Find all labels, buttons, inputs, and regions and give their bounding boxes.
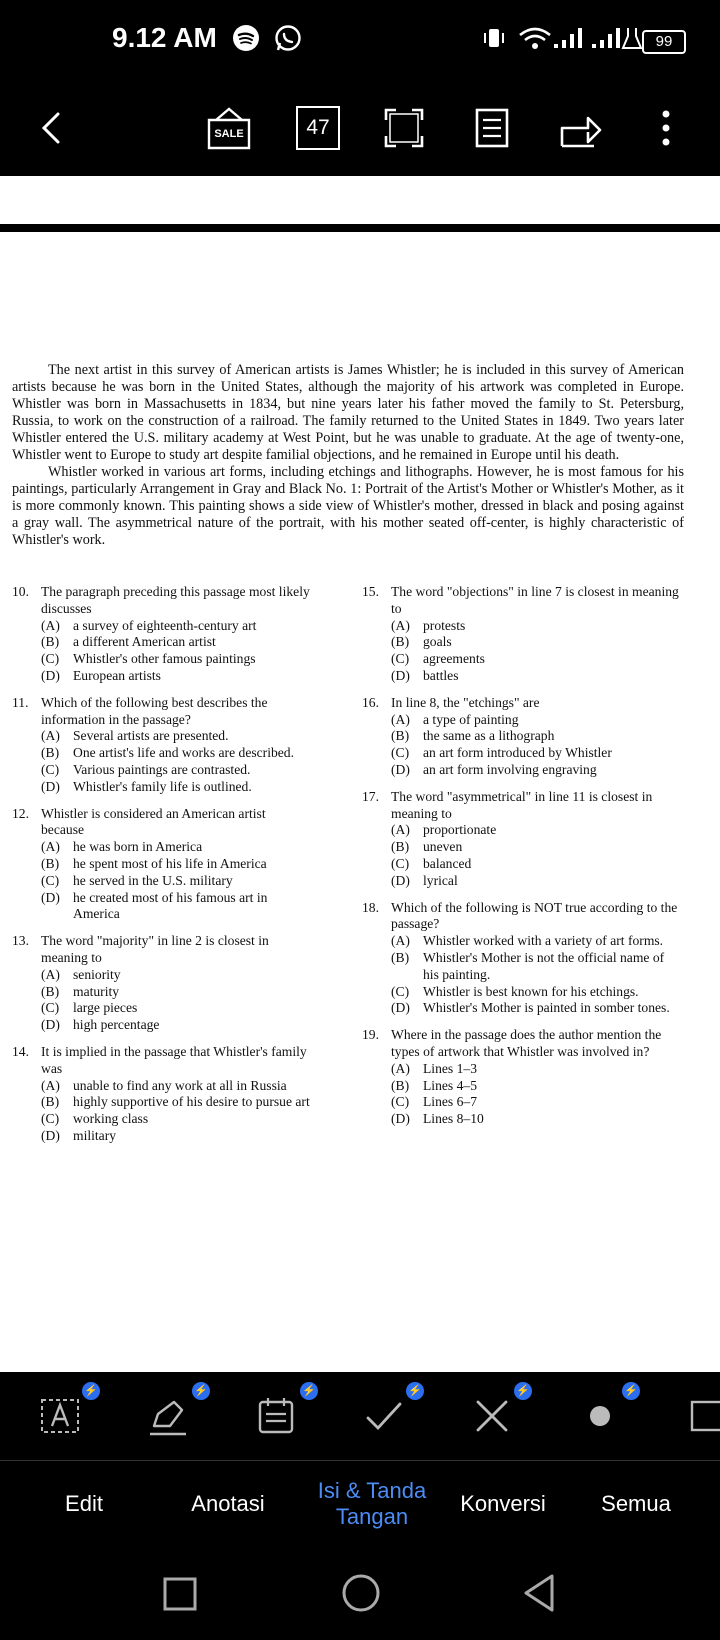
option-letter: (D) (391, 667, 410, 683)
question-item (362, 789, 680, 890)
answer-option (12, 1017, 312, 1034)
option-letter: (A) (41, 617, 60, 633)
option-letter: (C) (391, 651, 410, 667)
back-arrow-icon[interactable] (30, 106, 74, 150)
option-text: unable to find any work at all in Russia (73, 1077, 287, 1093)
cross-tool-button[interactable] (470, 1394, 514, 1438)
option-letter: (D) (391, 1111, 410, 1127)
question-number: 18. (362, 899, 379, 915)
option-letter: (D) (41, 667, 60, 683)
option-letter: (A) (41, 839, 60, 855)
answer-option (362, 712, 680, 729)
option-text: balanced (423, 855, 472, 871)
option-letter: (B) (391, 949, 410, 965)
checkmark-tool-icon (362, 1394, 406, 1438)
answer-option (362, 1000, 680, 1017)
answer-option (12, 890, 312, 924)
question-text: The word "majority" in line 2 is closest in meaning to (41, 933, 269, 965)
questions-right-column (362, 584, 680, 1138)
answer-option (12, 634, 312, 651)
question-item (12, 1044, 312, 1145)
signal-strength-icon-1 (552, 24, 588, 52)
sale-label: SALE (214, 128, 244, 140)
clock: 9.12 AM (112, 22, 217, 53)
option-text: an art form involving engraving (423, 761, 597, 777)
question-number: 10. (12, 584, 29, 599)
spotify-icon (232, 24, 260, 52)
option-text: he served in the U.S. military (73, 872, 233, 888)
answer-option (12, 651, 312, 668)
question-text: The word "asymmetrical" in line 11 is closest in meaning to (391, 788, 653, 821)
question-number: 13. (12, 933, 29, 949)
option-text: he created most of his famous art in America (73, 889, 268, 922)
option-letter: (A) (41, 966, 60, 982)
question-stem (362, 584, 680, 618)
tab-edit[interactable]: Edit (65, 1490, 103, 1516)
recent-apps-icon[interactable] (160, 1574, 200, 1614)
sale-tag-button[interactable] (206, 106, 252, 150)
text-box-tool-button[interactable] (38, 1394, 82, 1438)
answer-option (12, 779, 312, 796)
answer-option (362, 873, 680, 890)
question-item (362, 900, 680, 1018)
option-text: Several artists are presented. (73, 728, 229, 744)
option-text: uneven (423, 839, 463, 855)
option-text: an art form introduced by Whistler (423, 745, 612, 761)
answer-option (12, 1111, 312, 1128)
option-text: Whistler's other famous paintings (73, 651, 256, 667)
premium-badge-icon: ⚡ (406, 1382, 424, 1400)
whatsapp-icon (274, 24, 302, 52)
checkmark-tool-button[interactable] (362, 1394, 406, 1438)
question-number: 12. (12, 805, 29, 821)
question-text: It is implied in the passage that Whistler's family was (41, 1043, 307, 1076)
answer-option (12, 1128, 312, 1145)
answer-option (12, 839, 312, 856)
answer-option (12, 984, 312, 1001)
answer-option (12, 1078, 312, 1095)
option-letter: (B) (391, 728, 410, 744)
passage-paragraph: Whistler worked in various art forms, including etchings and lithographs. However, he is most famous for his paintings, particularly Arrangement in Gray and Black No. 1: Portrait of the Artist's Mother or Whistler's Mother, as it is more commonly known. This painting shows a side view of Whistler's mother, dressed in black and posing against a gray wall. The asymmetrical nature of the portrait, with his mother seated off-center, is highly characteristic of Whistler's work. (12, 464, 684, 548)
tab-semua[interactable]: Semua (601, 1490, 671, 1516)
option-letter: (C) (391, 855, 410, 871)
option-text: seniority (73, 966, 121, 982)
answer-option (362, 1111, 680, 1128)
option-text: Whistler's Mother is not the official name of his painting. (423, 949, 665, 982)
option-letter: (D) (41, 889, 60, 905)
answer-option (12, 745, 312, 762)
question-text: Where in the passage does the author mention the types of artwork that Whistler was involved in? (391, 1027, 662, 1059)
answer-option (362, 1078, 680, 1095)
back-triangle-icon[interactable] (520, 1572, 560, 1614)
battery-indicator: 99 (642, 30, 686, 54)
option-letter: (C) (391, 745, 410, 761)
option-text: large pieces (73, 1000, 138, 1016)
option-letter: (A) (391, 711, 410, 727)
lab-flask-icon (620, 24, 644, 52)
option-letter: (C) (391, 983, 410, 999)
answer-option (12, 967, 312, 984)
answer-option (12, 728, 312, 745)
question-stem (362, 789, 680, 823)
questions-left-column (12, 584, 312, 1155)
option-letter: (B) (41, 855, 60, 871)
tab-isi-tanda-tangan[interactable]: Isi & Tanda Tangan (317, 1477, 427, 1529)
cross-tool-icon (470, 1394, 514, 1438)
option-text: Whistler's family life is outlined. (73, 778, 252, 794)
option-letter: (B) (391, 839, 410, 855)
option-text: Whistler worked with a variety of art forms. (423, 933, 664, 949)
option-text: high percentage (73, 1017, 160, 1033)
question-item (12, 584, 312, 685)
answer-option (362, 933, 680, 950)
premium-badge-icon: ⚡ (622, 1382, 640, 1400)
option-text: highly supportive of his desire to pursue art (73, 1094, 310, 1110)
question-number: 17. (362, 788, 379, 804)
option-letter: (A) (41, 728, 60, 744)
question-stem (12, 1044, 312, 1078)
option-text: agreements (423, 651, 485, 667)
question-number: 15. (362, 584, 379, 599)
option-letter: (C) (41, 651, 60, 667)
answer-option (362, 668, 680, 685)
page-separator (0, 224, 720, 232)
question-text: In line 8, the "etchings" are (391, 694, 540, 710)
option-letter: (C) (41, 1000, 60, 1016)
signature-pen-tool-icon (146, 1394, 190, 1438)
option-text: protests (423, 617, 466, 633)
option-letter: (C) (41, 872, 60, 888)
top-toolbar (0, 80, 720, 176)
option-letter: (D) (391, 761, 410, 777)
page-view-icon[interactable] (470, 106, 514, 150)
option-text: a type of painting (423, 711, 519, 727)
option-text: European artists (73, 667, 161, 683)
option-text: Lines 1–3 (423, 1060, 477, 1076)
dot-tool-icon (578, 1394, 622, 1438)
answer-option (12, 1000, 312, 1017)
question-stem (362, 695, 680, 712)
option-letter: (B) (41, 745, 60, 761)
question-item (12, 933, 312, 1034)
text-box-tool-icon (38, 1394, 82, 1438)
option-letter: (C) (391, 1094, 410, 1110)
option-text: the same as a lithograph (423, 728, 555, 744)
question-number: 19. (362, 1027, 379, 1043)
date-tool-icon (254, 1394, 298, 1438)
tab-anotasi[interactable]: Anotasi (191, 1490, 265, 1516)
question-text: The paragraph preceding this passage most likely discusses (41, 584, 310, 616)
option-text: lyrical (423, 872, 458, 888)
option-letter: (B) (41, 983, 60, 999)
question-text: Which of the following is NOT true according to the passage? (391, 899, 678, 932)
option-letter: (A) (391, 933, 410, 949)
option-letter: (D) (391, 1000, 410, 1016)
option-text: he spent most of his life in America (73, 855, 267, 871)
share-icon[interactable] (558, 106, 602, 150)
fit-screen-icon[interactable] (382, 106, 426, 150)
option-letter: (C) (41, 761, 60, 777)
rectangle-tool-icon (688, 1394, 720, 1438)
option-text: working class (73, 1111, 149, 1127)
answer-option (12, 618, 312, 635)
answer-option (362, 651, 680, 668)
premium-badge-icon: ⚡ (192, 1382, 210, 1400)
answer-option (12, 856, 312, 873)
option-text: Lines 6–7 (423, 1094, 477, 1110)
option-text: maturity (73, 983, 120, 999)
option-text: battles (423, 667, 459, 683)
wifi-icon (518, 24, 552, 52)
answer-option (362, 728, 680, 745)
question-text: Whistler is considered an American artist because (41, 805, 266, 838)
option-text: Lines 8–10 (423, 1111, 484, 1127)
question-item (362, 695, 680, 779)
answer-option (362, 856, 680, 873)
option-letter: (B) (391, 1077, 410, 1093)
option-letter: (A) (41, 1077, 60, 1093)
answer-option (362, 1094, 680, 1111)
date-tool-button[interactable] (254, 1394, 298, 1438)
bottom-tab-bar (0, 1461, 720, 1546)
answer-option (362, 634, 680, 651)
answer-option (362, 984, 680, 1001)
option-text: proportionate (423, 822, 497, 838)
question-stem (362, 1027, 680, 1061)
premium-badge-icon: ⚡ (82, 1382, 100, 1400)
answer-option (362, 745, 680, 762)
document-page[interactable] (0, 176, 720, 1372)
option-letter: (B) (391, 634, 410, 650)
question-stem (362, 900, 680, 934)
answer-option (362, 618, 680, 635)
question-stem (12, 806, 312, 840)
question-item (12, 806, 312, 924)
system-navigation-bar (0, 1546, 720, 1640)
rectangle-tool-button[interactable] (688, 1394, 720, 1438)
vibrate-icon (480, 24, 508, 52)
option-letter: (D) (41, 1017, 60, 1033)
question-number: 11. (12, 694, 29, 710)
passage-paragraph: The next artist in this survey of American artists is James Whistler; he is included in this survey of American artists because he was born in the United States, although the majority of his artwork was completed in Europe. Whistler was born in Massachusetts in 1834, but nine years later his father moved the family to St. Petersburg, Russia, to work on the construction of a railroad. The family returned to the United States in 1849. Two years later Whistler entered the U.S. military academy at West Point, but he was unable to graduate. At the age of twenty-one, Whistler went to Europe to study art despite familial objections, and he remained in Europe until his death. (12, 362, 684, 463)
option-letter: (B) (41, 634, 60, 650)
question-text: The word "objections" in line 7 is closest in meaning to (391, 584, 679, 616)
tab-konversi[interactable]: Konversi (460, 1490, 546, 1516)
answer-option (12, 762, 312, 779)
home-icon[interactable] (340, 1572, 382, 1614)
answer-option (362, 950, 680, 984)
option-text: goals (423, 634, 452, 650)
answer-option (12, 873, 312, 890)
question-stem (12, 933, 312, 967)
page-count-button[interactable]: 47 (296, 106, 340, 150)
premium-badge-icon: ⚡ (514, 1382, 532, 1400)
status-bar (0, 0, 720, 80)
option-letter: (D) (41, 1127, 60, 1143)
option-text: Various paintings are contrasted. (73, 761, 251, 777)
option-text: military (73, 1127, 117, 1143)
option-text: he was born in America (73, 839, 203, 855)
option-text: Whistler's Mother is painted in somber tones. (423, 1000, 670, 1016)
question-number: 14. (12, 1043, 29, 1059)
premium-badge-icon: ⚡ (300, 1382, 318, 1400)
option-letter: (D) (391, 872, 410, 888)
reading-passage (12, 362, 684, 549)
option-letter: (B) (41, 1094, 60, 1110)
question-number: 16. (362, 694, 379, 710)
option-letter: (A) (391, 1060, 410, 1076)
question-stem (12, 695, 312, 729)
question-text: Which of the following best describes the information in the passage? (41, 694, 268, 727)
option-letter: (C) (41, 1111, 60, 1127)
option-text: Whistler is best known for his etchings. (423, 983, 639, 999)
dot-tool-button[interactable] (578, 1394, 622, 1438)
fill-sign-tools (0, 1372, 720, 1460)
question-item (362, 1027, 680, 1128)
option-text: a survey of eighteenth-century art (73, 617, 257, 633)
question-item (12, 695, 312, 796)
answer-option (362, 839, 680, 856)
answer-option (362, 822, 680, 839)
answer-option (12, 668, 312, 685)
answer-option (12, 1094, 312, 1111)
option-text: a different American artist (73, 634, 216, 650)
option-letter: (A) (391, 617, 410, 633)
signature-tool-button[interactable] (146, 1394, 190, 1438)
answer-option (362, 762, 680, 779)
answer-option (362, 1061, 680, 1078)
option-text: Lines 4–5 (423, 1077, 477, 1093)
option-text: One artist's life and works are described. (73, 745, 295, 761)
option-letter: (A) (391, 822, 410, 838)
question-item (362, 584, 680, 685)
question-stem (12, 584, 312, 618)
option-letter: (D) (41, 778, 60, 794)
more-options-icon[interactable] (644, 106, 688, 150)
